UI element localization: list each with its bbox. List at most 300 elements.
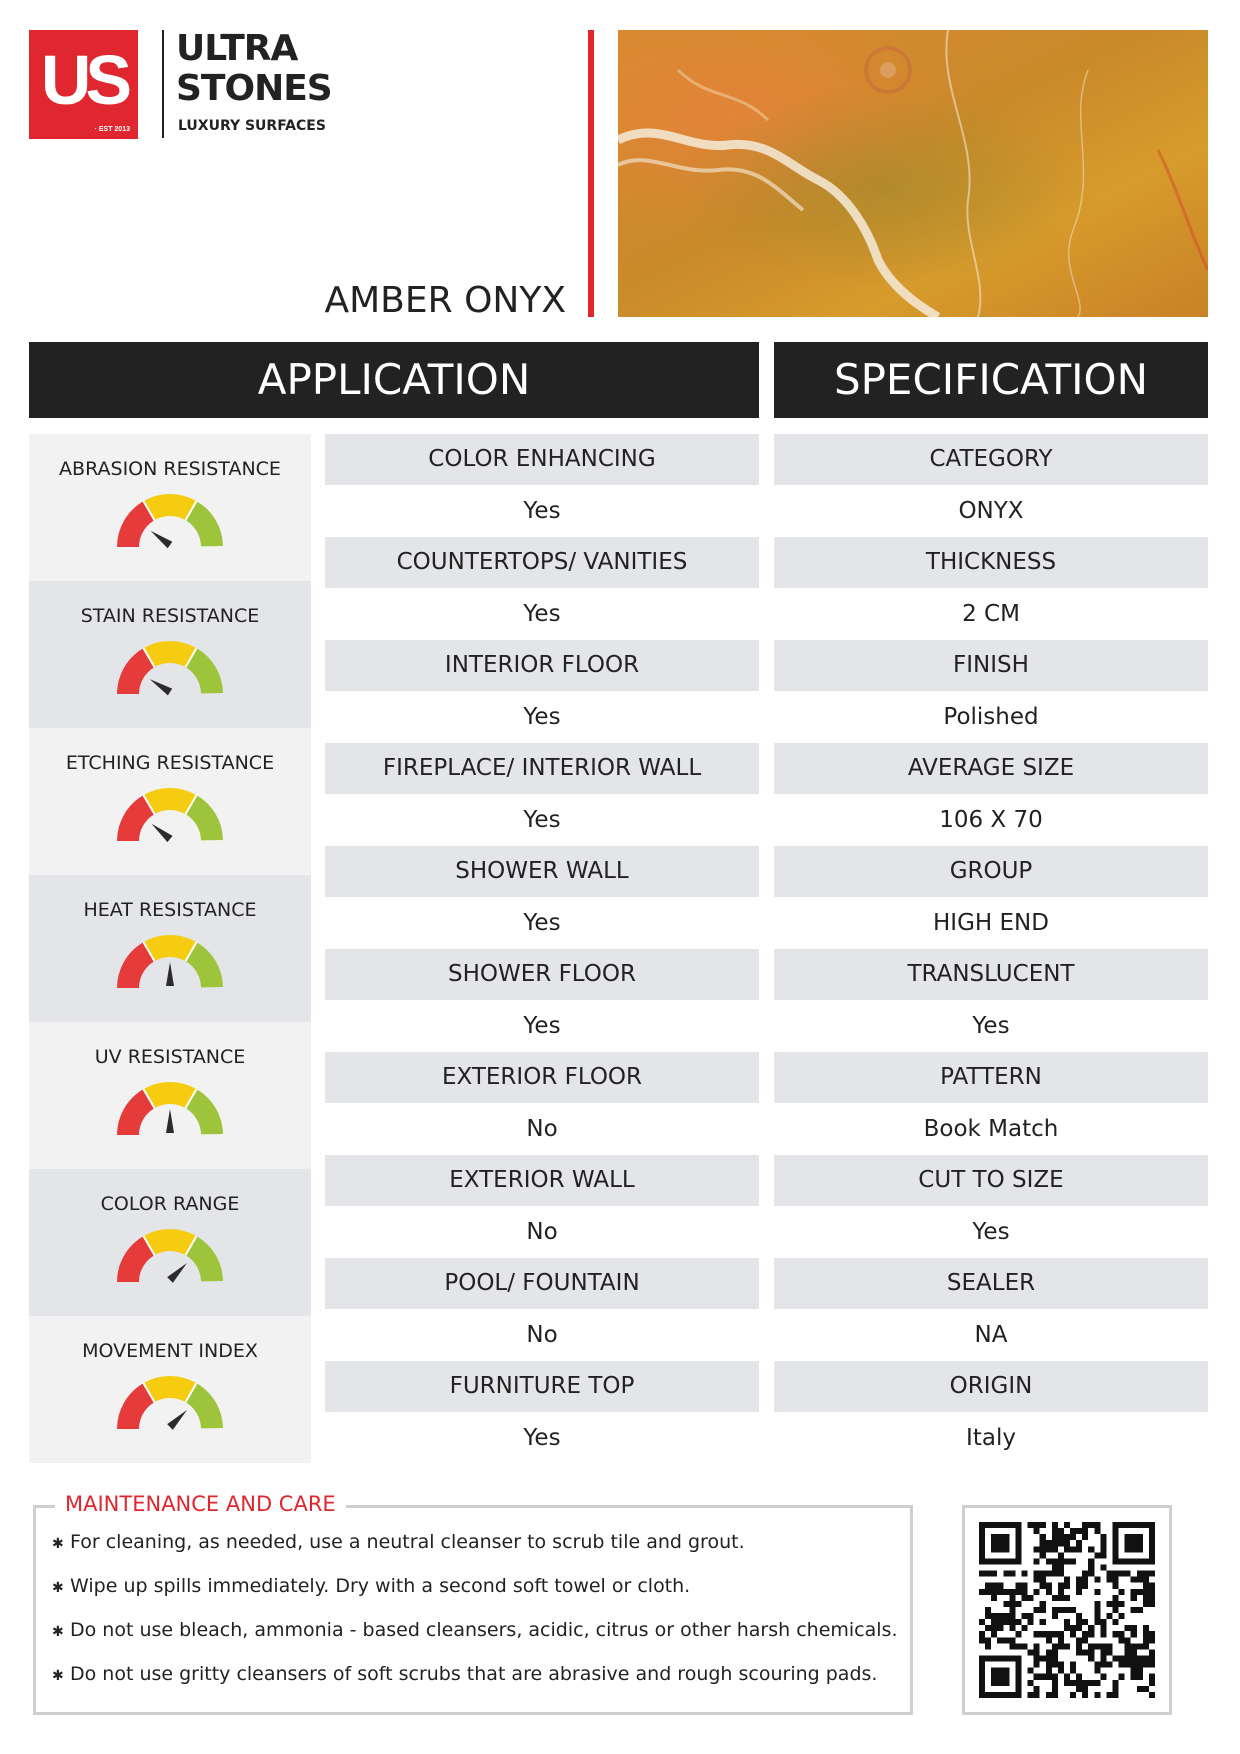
qr-module [1131, 1668, 1137, 1674]
qr-module [1009, 1607, 1015, 1613]
qr-module [1082, 1577, 1088, 1583]
qr-module [1015, 1552, 1021, 1558]
qr-module [991, 1619, 997, 1625]
qr-module [1119, 1674, 1125, 1680]
qr-module [1137, 1577, 1143, 1583]
spec-value: NA [974, 1322, 1008, 1348]
qr-module [1003, 1589, 1009, 1595]
gauge-dial-icon [113, 931, 227, 991]
qr-module [1113, 1631, 1119, 1637]
qr-module [1028, 1613, 1034, 1619]
qr-module [1058, 1631, 1064, 1637]
gauge-segment [128, 511, 148, 547]
qr-module [1149, 1552, 1155, 1558]
qr-module [1003, 1668, 1009, 1674]
qr-module [1070, 1546, 1076, 1552]
qr-module [1100, 1631, 1106, 1637]
qr-module [1113, 1619, 1119, 1625]
application-value: No [526, 1322, 558, 1348]
qr-module [985, 1643, 991, 1649]
application-name: FURNITURE TOP [325, 1361, 759, 1412]
qr-module [1040, 1571, 1046, 1577]
qr-module [1052, 1607, 1058, 1613]
qr-module [1094, 1607, 1100, 1613]
qr-module [997, 1619, 1003, 1625]
qr-module [1131, 1558, 1137, 1564]
application-value: No [526, 1116, 558, 1142]
qr-module [1149, 1540, 1155, 1546]
qr-module [1119, 1571, 1125, 1577]
qr-module [1082, 1692, 1088, 1698]
qr-module [1143, 1631, 1149, 1637]
gauge-label: STAIN RESISTANCE [80, 605, 260, 627]
qr-module [1040, 1583, 1046, 1589]
qr-module [1034, 1656, 1040, 1662]
qr-module [1058, 1571, 1064, 1577]
qr-module [1015, 1540, 1021, 1546]
gauge-label: UV RESISTANCE [94, 1046, 246, 1068]
gauge-segment [191, 1393, 212, 1429]
gauge-segment [149, 505, 190, 511]
qr-module [1088, 1522, 1094, 1528]
qr-module [1143, 1625, 1149, 1631]
stone-sample-image [618, 30, 1208, 317]
qr-module [1125, 1558, 1131, 1564]
qr-module [1125, 1546, 1131, 1552]
qr-module [991, 1674, 997, 1680]
gauge-segment [128, 1246, 148, 1282]
qr-module [1046, 1662, 1052, 1668]
gauge-etching [29, 728, 311, 875]
qr-module [979, 1631, 985, 1637]
qr-module [1052, 1571, 1058, 1577]
qr-module [1149, 1571, 1155, 1577]
qr-module [1003, 1637, 1009, 1643]
qr-module [1064, 1540, 1070, 1546]
gauge-segment [128, 952, 148, 988]
qr-module [1015, 1674, 1021, 1680]
qr-module [1076, 1613, 1082, 1619]
qr-module [985, 1613, 991, 1619]
qr-module [991, 1571, 997, 1577]
qr-module [1119, 1637, 1125, 1643]
qr-module [1149, 1674, 1155, 1680]
qr-module [1113, 1571, 1119, 1577]
qr-module [991, 1680, 997, 1686]
qr-module [1082, 1583, 1088, 1589]
qr-module [1143, 1583, 1149, 1589]
application-name: EXTERIOR WALL [325, 1155, 759, 1206]
gauge-label: HEAT RESISTANCE [83, 899, 257, 921]
qr-module [1119, 1601, 1125, 1607]
qr-module [991, 1558, 997, 1564]
spec-name: AVERAGE SIZE [774, 743, 1208, 794]
maintenance-item: ✱ For cleaning, as needed, use a neutral cleanser to scrub tile and grout. [52, 1530, 912, 1574]
qr-module [979, 1558, 985, 1564]
qr-module [1088, 1649, 1094, 1655]
application-value: Yes [523, 704, 561, 730]
qr-module [1149, 1558, 1155, 1564]
qr-module [1052, 1692, 1058, 1698]
qr-module [1009, 1625, 1015, 1631]
gauge-segment [191, 658, 212, 694]
qr-module [1064, 1607, 1070, 1613]
qr-module [1143, 1662, 1149, 1668]
qr-module [1052, 1613, 1058, 1619]
qr-module [1137, 1607, 1143, 1613]
qr-module [1119, 1522, 1125, 1528]
qr-module [979, 1686, 985, 1692]
qr-module [1021, 1589, 1027, 1595]
qr-module [1113, 1656, 1119, 1662]
qr-module [1070, 1668, 1076, 1674]
qr-module [1131, 1656, 1137, 1662]
qr-module [1094, 1662, 1100, 1668]
specification-table [774, 434, 1208, 1464]
qr-module [1094, 1643, 1100, 1649]
gauge-segment [128, 805, 148, 841]
qr-module [1100, 1619, 1106, 1625]
application-name: EXTERIOR FLOOR [325, 1052, 759, 1103]
gauge-needle [166, 962, 174, 986]
qr-module [1034, 1589, 1040, 1595]
qr-module [1106, 1643, 1112, 1649]
qr-module [997, 1522, 1003, 1528]
qr-module [1058, 1564, 1064, 1570]
maintenance-item: ✱ Do not use bleach, ammonia - based cleansers, acidic, citrus or other harsh chemicals. [52, 1618, 912, 1662]
qr-module [1021, 1571, 1027, 1577]
qr-module [1076, 1589, 1082, 1595]
star-bullet-icon: ✱ [52, 1624, 64, 1640]
qr-module [1058, 1662, 1064, 1668]
spec-value: Yes [972, 1013, 1010, 1039]
qr-module [1003, 1546, 1009, 1552]
qr-module [991, 1692, 997, 1698]
qr-module [1015, 1522, 1021, 1528]
qr-module [1052, 1540, 1058, 1546]
gauge-needle [167, 1263, 187, 1283]
qr-module [1015, 1583, 1021, 1589]
qr-module [991, 1546, 997, 1552]
qr-module [1131, 1662, 1137, 1668]
spec-value: Yes [972, 1219, 1010, 1245]
qr-module [1015, 1601, 1021, 1607]
gauge-label: COLOR RANGE [100, 1193, 240, 1215]
qr-module [1100, 1674, 1106, 1680]
qr-module [1143, 1643, 1149, 1649]
qr-module [1015, 1558, 1021, 1564]
qr-module [985, 1571, 991, 1577]
gauge-segment [149, 799, 190, 805]
qr-module [1100, 1534, 1106, 1540]
maintenance-list [52, 1530, 912, 1706]
qr-module [991, 1540, 997, 1546]
qr-module [1009, 1589, 1015, 1595]
qr-module [1088, 1546, 1094, 1552]
qr-module [1052, 1680, 1058, 1686]
qr-module [985, 1522, 991, 1528]
qr-module [1149, 1522, 1155, 1528]
qr-module [1046, 1540, 1052, 1546]
qr-module [997, 1656, 1003, 1662]
qr-module [1131, 1589, 1137, 1595]
spec-name: SEALER [774, 1258, 1208, 1309]
gauge-segment [149, 1093, 190, 1099]
gauge-segment [191, 511, 212, 547]
qr-module [1046, 1656, 1052, 1662]
qr-module [1034, 1686, 1040, 1692]
qr-module [1058, 1637, 1064, 1643]
qr-module [1052, 1595, 1058, 1601]
qr-module [1064, 1583, 1070, 1589]
qr-module [1009, 1637, 1015, 1643]
qr-module [1094, 1528, 1100, 1534]
qr-module [991, 1613, 997, 1619]
qr-module [1015, 1528, 1021, 1534]
qr-module [1131, 1534, 1137, 1540]
qr-module [1021, 1613, 1027, 1619]
qr-module [1009, 1522, 1015, 1528]
qr-module [997, 1613, 1003, 1619]
qr-module [1088, 1564, 1094, 1570]
qr-module [1034, 1558, 1040, 1564]
brand-logo [29, 30, 138, 139]
qr-module [1058, 1528, 1064, 1534]
gauge-needle [152, 824, 173, 842]
qr-module [1021, 1583, 1027, 1589]
qr-module [1149, 1692, 1155, 1698]
gauge-dial-icon [113, 1225, 227, 1285]
qr-module [1028, 1692, 1034, 1698]
qr-module [1015, 1631, 1021, 1637]
qr-module [1076, 1546, 1082, 1552]
qr-module [1100, 1643, 1106, 1649]
qr-module [1149, 1656, 1155, 1662]
spec-name: THICKNESS [774, 537, 1208, 588]
gauge-segment [149, 946, 190, 952]
qr-module [1076, 1637, 1082, 1643]
gauge-segment [128, 658, 148, 694]
qr-module [1046, 1692, 1052, 1698]
qr-module [1058, 1540, 1064, 1546]
gauge-dial-icon [113, 1372, 227, 1432]
gauge-label: MOVEMENT INDEX [82, 1340, 258, 1362]
qr-module [1040, 1656, 1046, 1662]
qr-module [1015, 1534, 1021, 1540]
qr-module [1137, 1522, 1143, 1528]
qr-module [1094, 1589, 1100, 1595]
qr-module [1143, 1595, 1149, 1601]
qr-module [1094, 1680, 1100, 1686]
qr-module [997, 1674, 1003, 1680]
qr-module [1009, 1619, 1015, 1625]
qr-module [991, 1595, 997, 1601]
qr-module [1106, 1649, 1112, 1655]
qr-module [1106, 1692, 1112, 1698]
qr-module [1149, 1528, 1155, 1534]
qr-code-frame[interactable] [962, 1505, 1172, 1715]
qr-module [979, 1619, 985, 1625]
application-value: No [526, 1219, 558, 1245]
spec-value: Polished [943, 704, 1039, 730]
qr-module [1125, 1649, 1131, 1655]
qr-module [1040, 1540, 1046, 1546]
qr-module [1003, 1534, 1009, 1540]
qr-module [1137, 1643, 1143, 1649]
gauge-dial-icon [113, 637, 227, 697]
qr-module [1034, 1571, 1040, 1577]
qr-module [1040, 1546, 1046, 1552]
qr-module [1137, 1589, 1143, 1595]
logo-est: · EST 2013 [94, 126, 130, 133]
qr-module [1125, 1643, 1131, 1649]
qr-module [1064, 1625, 1070, 1631]
qr-module [1082, 1637, 1088, 1643]
qr-module [991, 1668, 997, 1674]
qr-module [1088, 1631, 1094, 1637]
brand-name-line2: STONES [176, 68, 332, 109]
qr-module [1119, 1558, 1125, 1564]
qr-module [991, 1625, 997, 1631]
maintenance-item: ✱ Wipe up spills immediately. Dry with a second soft towel or cloth. [52, 1574, 912, 1618]
qr-module [979, 1656, 985, 1662]
qr-module [1040, 1607, 1046, 1613]
qr-module [1149, 1534, 1155, 1540]
qr-module [1082, 1631, 1088, 1637]
qr-module [979, 1522, 985, 1528]
qr-module [1131, 1522, 1137, 1528]
gauge-label: ETCHING RESISTANCE [65, 752, 275, 774]
qr-module [1003, 1680, 1009, 1686]
qr-module [1003, 1558, 1009, 1564]
qr-module [1015, 1546, 1021, 1552]
qr-module [1064, 1577, 1070, 1583]
qr-module [1003, 1601, 1009, 1607]
qr-module [985, 1607, 991, 1613]
qr-module [1100, 1546, 1106, 1552]
qr-module [1003, 1540, 1009, 1546]
qr-module [1052, 1662, 1058, 1668]
qr-module [979, 1637, 985, 1643]
qr-module [1113, 1540, 1119, 1546]
qr-module [1094, 1619, 1100, 1625]
spec-value: HIGH END [933, 910, 1049, 936]
qr-module [1131, 1546, 1137, 1552]
qr-module [1082, 1571, 1088, 1577]
gauge-segment [149, 1387, 190, 1393]
qr-module [1040, 1577, 1046, 1583]
qr-module [1034, 1546, 1040, 1552]
qr-module [1009, 1692, 1015, 1698]
qr-module [1113, 1546, 1119, 1552]
gauge-label: ABRASION RESISTANCE [59, 458, 281, 480]
qr-module [1052, 1558, 1058, 1564]
spec-name: CATEGORY [774, 434, 1208, 485]
gauge-needle [151, 531, 173, 548]
qr-module [1015, 1662, 1021, 1668]
qr-module [991, 1656, 997, 1662]
gauge-color-range [29, 1169, 311, 1316]
qr-module [1034, 1522, 1040, 1528]
qr-module [1088, 1656, 1094, 1662]
application-value: Yes [523, 910, 561, 936]
qr-module [1046, 1546, 1052, 1552]
qr-module [1003, 1619, 1009, 1625]
qr-module [1137, 1656, 1143, 1662]
qr-module [1076, 1643, 1082, 1649]
application-table [325, 434, 759, 1464]
spec-name: PATTERN [774, 1052, 1208, 1103]
qr-module [1034, 1577, 1040, 1583]
qr-module [1070, 1558, 1076, 1564]
qr-module [1064, 1619, 1070, 1625]
qr-module [1149, 1680, 1155, 1686]
qr-module [1100, 1552, 1106, 1558]
qr-module [1094, 1692, 1100, 1698]
brand-name-line1: ULTRA [176, 28, 298, 69]
qr-module [1034, 1528, 1040, 1534]
qr-module [979, 1528, 985, 1534]
qr-module [1040, 1552, 1046, 1558]
qr-module [1076, 1577, 1082, 1583]
qr-module [1094, 1668, 1100, 1674]
qr-module [1082, 1680, 1088, 1686]
qr-module [1058, 1589, 1064, 1595]
qr-module [1076, 1583, 1082, 1589]
spec-name: ORIGIN [774, 1361, 1208, 1412]
qr-module [979, 1589, 985, 1595]
qr-module [1015, 1589, 1021, 1595]
qr-module [985, 1583, 991, 1589]
gauge-segment [149, 652, 190, 658]
gauge-segment [191, 1099, 212, 1135]
gauge-dial-icon [113, 1078, 227, 1138]
application-name: SHOWER WALL [325, 846, 759, 897]
qr-module [1149, 1601, 1155, 1607]
qr-module [1137, 1674, 1143, 1680]
maintenance-item: ✱ Do not use gritty cleansers of soft scrubs that are abrasive and rough scouring pads. [52, 1662, 912, 1706]
qr-module [991, 1522, 997, 1528]
qr-module [1046, 1637, 1052, 1643]
qr-module [1131, 1631, 1137, 1637]
application-name: INTERIOR FLOOR [325, 640, 759, 691]
application-name: COUNTERTOPS/ VANITIES [325, 537, 759, 588]
qr-module [991, 1583, 997, 1589]
qr-module [1003, 1571, 1009, 1577]
qr-module [1058, 1583, 1064, 1589]
qr-module [1052, 1522, 1058, 1528]
qr-module [997, 1668, 1003, 1674]
qr-module [1143, 1656, 1149, 1662]
qr-module [1113, 1607, 1119, 1613]
gauge-segment [128, 1393, 148, 1429]
application-header: APPLICATION [29, 342, 759, 418]
qr-module [1094, 1601, 1100, 1607]
gauge-segment [191, 805, 212, 841]
qr-module [1113, 1595, 1119, 1601]
qr-module [1058, 1643, 1064, 1649]
qr-module [1046, 1668, 1052, 1674]
qr-module [991, 1534, 997, 1540]
qr-module [1131, 1643, 1137, 1649]
gauge-segment [191, 1246, 212, 1282]
qr-module [1113, 1583, 1119, 1589]
qr-code-icon[interactable] [979, 1522, 1155, 1698]
qr-module [1058, 1558, 1064, 1564]
spec-name: FINISH [774, 640, 1208, 691]
qr-module [1113, 1528, 1119, 1534]
qr-module [1009, 1558, 1015, 1564]
